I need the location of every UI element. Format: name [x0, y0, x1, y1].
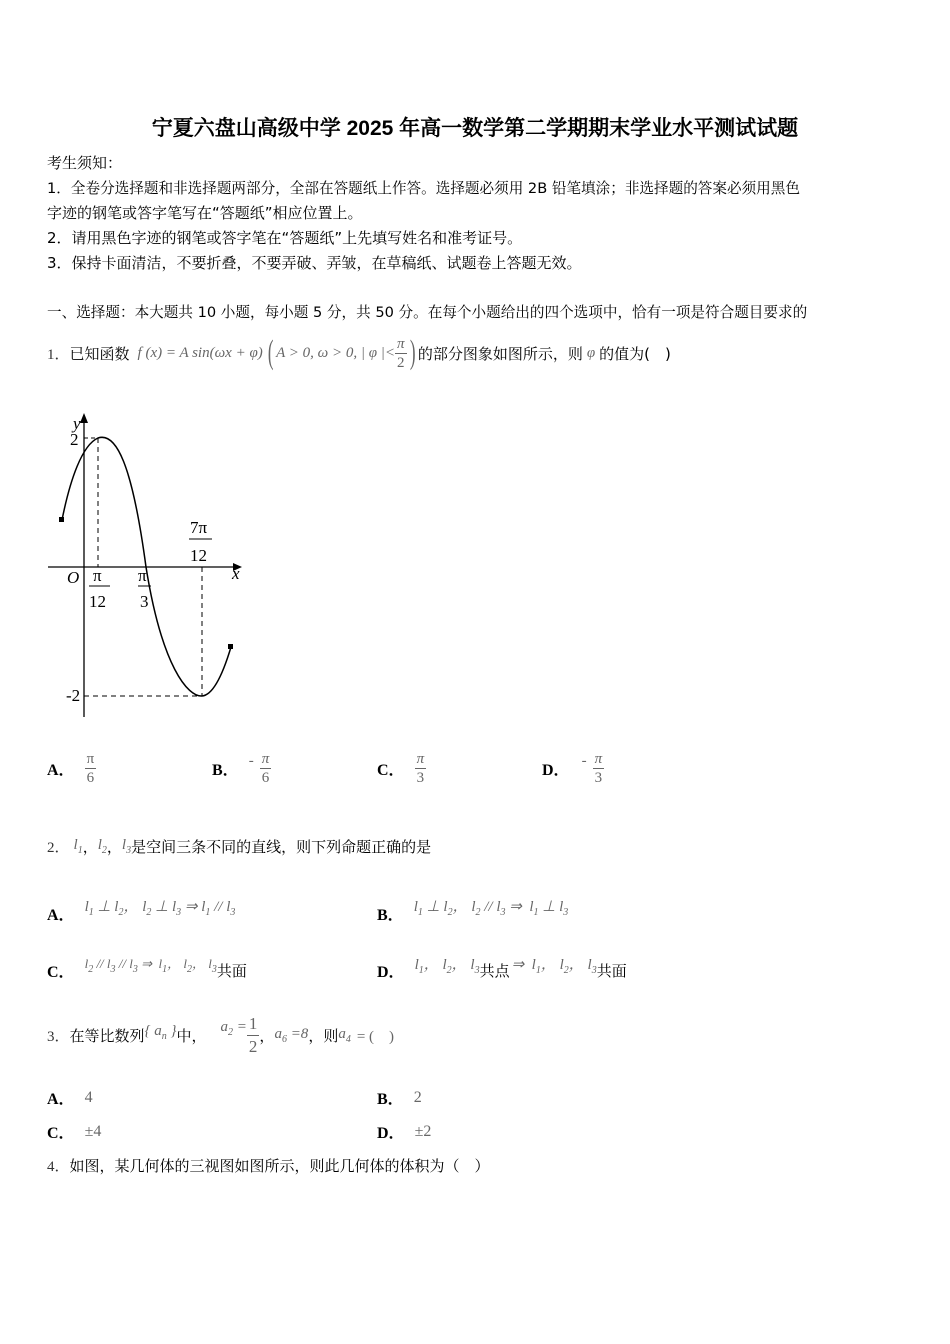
option-b-fraction: $\frac{\pi}{6}$: [261, 750, 270, 786]
q3-end: = ( ): [356, 1028, 395, 1045]
q3-option-c[interactable]: [47, 1120, 101, 1143]
option-label: A．: [47, 1091, 75, 1108]
option-label: B．: [377, 1091, 404, 1108]
q3-b-value: 2: [413, 1088, 422, 1106]
q3-c-value: ±4: [84, 1122, 102, 1140]
q2-option-b[interactable]: [377, 888, 568, 924]
option-d-fraction: $\frac{\pi}{3}$: [594, 750, 603, 786]
option-label: B．: [377, 906, 404, 924]
l1: $l_1$: [73, 836, 83, 856]
q1-function: f (x) = A sin(ωx + φ): [137, 344, 263, 361]
q2-d-expression-1: $l_1$， $l_2$， $l_3$: [414, 956, 480, 976]
option-label: A．: [47, 906, 75, 924]
y-min-label: -2: [66, 686, 81, 705]
option-label: D．: [377, 1125, 405, 1142]
q1-post-2: 的值为( ): [599, 344, 671, 363]
q3-option-b[interactable]: [377, 1086, 422, 1109]
section-heading: 一、选择题：本大题共 10 小题，每小题 5 分，共 50 分。在每个小题给出的四个选项中，恰有一项是符合题目要求的: [47, 304, 808, 321]
curve-end-point: [228, 644, 233, 649]
q1-option-c[interactable]: [377, 748, 426, 788]
option-label: C．: [47, 1125, 75, 1142]
tick-pi-12-den: 12: [89, 592, 106, 611]
question-4: [47, 1155, 490, 1176]
q1-option-a[interactable]: [47, 748, 96, 788]
option-label: D．: [377, 963, 405, 981]
q2-option-d[interactable]: [377, 946, 627, 982]
curve-start-point: [59, 517, 64, 522]
q2-stem: 是空间三条不同的直线，则下列命题正确的是: [131, 837, 432, 856]
question-3: 3． 在等比数列 { $a_n$ } 中， $a_2$ = $\frac{1}{2}$ ， $a_6 =8$ ，则 $a_4$ = ( ): [47, 1013, 395, 1056]
q3-mid: 中，: [176, 1026, 207, 1045]
notes-line-2: 2．请用黑色字迹的钢笔或答字笔在“答题纸”上先填写姓名和准考证号。: [47, 229, 523, 247]
q4-number: 4．: [47, 1159, 70, 1175]
tick-7pi-12-num: 7π: [190, 518, 208, 537]
tick-pi-3-den: 3: [140, 592, 149, 611]
y-axis-label: y: [73, 414, 81, 433]
option-a-fraction: $\frac{\pi}{6}$: [86, 750, 95, 786]
q3-d-value: ±2: [414, 1122, 432, 1140]
l3: $l_3$: [121, 836, 132, 856]
x-axis-label: x: [232, 564, 240, 583]
option-label: C．: [47, 963, 75, 981]
option-label: A．: [47, 761, 75, 779]
q2-option-c[interactable]: [47, 946, 247, 982]
option-label: D．: [542, 761, 570, 779]
notes-line-1a: 1．全卷分选择题和非选择题两部分，全部在答题纸上作答。选择题必须用 2B 铅笔填涂；非选择题的答案必须用黑色: [47, 180, 800, 197]
notes-heading: 考生须知：: [47, 154, 123, 172]
q2-option-a[interactable]: [47, 888, 235, 924]
q2-c-suffix: 共面: [216, 961, 247, 980]
q2-b-expression: $l_1$ ⊥ $l_2$， $l_2 // l_3$ ⇒ $l_1$ ⊥ $l_3$: [413, 898, 569, 918]
q3-pre: 在等比数列: [69, 1026, 145, 1045]
sequence-an: { $a_n$ }: [144, 1022, 177, 1042]
q4-text: 如图，某几何体的三视图如图所示，则此几何体的体积为（ ）: [69, 1157, 490, 1175]
q3-a-value: 4: [84, 1088, 93, 1106]
tick-pi-12-num: π: [93, 566, 102, 585]
q2-d-gongdian: 共点: [479, 961, 510, 980]
question-2: 2． $l_1$ ， $l_2$ ， $l_3$ 是空间三条不同的直线，则下列命题正确的是: [47, 836, 432, 856]
y-axis-arrow: [80, 413, 88, 423]
notes-line-1b: 字迹的钢笔或答字笔写在“答题纸”相应位置上。: [47, 204, 363, 222]
option-d-sign: -: [581, 752, 587, 769]
q3-post: ，则: [308, 1026, 339, 1045]
question-1: 1． 已知函数 f (x) = A sin(ωx + φ) ( A > 0, ω > 0, | φ |< $\frac{\pi}{2}$ ) 的部分图象如图所示，则 φ 的值为( ): [47, 334, 671, 371]
q2-d-expression-2: ⇒ $l_1$， $l_2$， $l_3$: [511, 956, 597, 976]
q2-a-expression: $l_1$ ⊥ $l_2$， $l_2$ ⊥ $l_3$ ⇒ $l_1 // l_3$: [84, 898, 236, 918]
q3-number: 3．: [47, 1028, 70, 1045]
option-label: B．: [212, 761, 239, 779]
l2: $l_2$: [97, 836, 107, 856]
a4: $a_4$: [338, 1025, 351, 1045]
q1-pi-over-2: $\frac{\pi}{2}$: [397, 335, 405, 371]
q1-graph: [40, 405, 255, 725]
tick-pi-3-num: π: [138, 566, 147, 585]
q2-number: 2．: [47, 839, 70, 856]
q1-option-d[interactable]: [542, 748, 604, 788]
page-title: 宁夏六盘山高级中学 2025 年高一数学第二学期期末学业水平测试试题: [151, 117, 799, 140]
q2-d-suffix: 共面: [596, 961, 627, 980]
a6: $a_6 =8$: [274, 1025, 309, 1045]
notes-line-3: 3．保持卡面清洁，不要折叠，不要弄破、弄皱，在草稿纸、试题卷上答题无效。: [47, 254, 582, 272]
option-b-sign: -: [248, 752, 254, 769]
origin-label: O: [67, 568, 80, 587]
a2: $a_2$ =: [220, 1018, 247, 1038]
q3-option-d[interactable]: [377, 1120, 431, 1143]
y-max-label: 2: [70, 430, 79, 449]
q2-c-expression: $l_2 // l_3 // l_3$ ⇒ $l_1$， $l_2$， $l_3$: [84, 956, 217, 975]
q3-half: $\frac{1}{2}$: [248, 1013, 258, 1056]
q1-condition: A > 0, ω > 0, | φ |<: [276, 344, 395, 361]
q1-number: 1．: [47, 346, 70, 363]
q1-option-b[interactable]: [212, 748, 271, 788]
tick-7pi-12-den: 12: [190, 546, 207, 565]
q1-phi: φ: [586, 344, 596, 361]
q3-option-a[interactable]: [47, 1086, 93, 1109]
q1-post-1: 的部分图象如图所示，则: [417, 344, 583, 363]
option-label: C．: [377, 761, 405, 779]
q1-pre: 已知函数: [69, 344, 130, 363]
option-c-fraction: $\frac{\pi}{3}$: [416, 750, 425, 786]
